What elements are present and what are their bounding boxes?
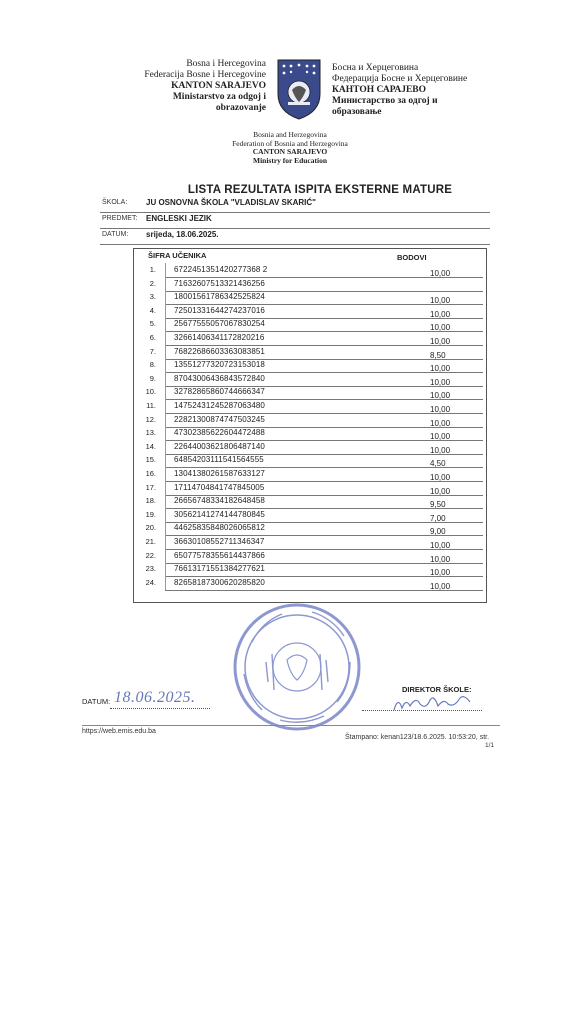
student-code: 76613171551384277621	[174, 564, 265, 574]
table-row	[134, 426, 486, 440]
student-code: 87043006436843572840	[174, 373, 265, 383]
header-english-line: Bosnia and Herzegovina	[253, 130, 327, 139]
student-points: 9,50	[430, 500, 446, 510]
official-stamp-icon	[232, 602, 362, 732]
row-number: 20.	[145, 523, 156, 533]
row-number: 8.	[149, 360, 156, 370]
row-separator	[165, 426, 166, 440]
footer-date-handwritten: 18.06.2025.	[114, 689, 196, 706]
student-code: 6722451351420277368 2	[174, 265, 268, 274]
footer-date-label: DATUM:	[82, 697, 111, 706]
row-number: 10.	[145, 387, 156, 397]
student-code: 17114704841747845005	[174, 482, 265, 492]
row-separator	[165, 521, 166, 535]
header-english-line: Federation of Bosnia and Herzegovina	[232, 138, 348, 148]
student-points: 10,00	[430, 337, 451, 346]
table-row	[134, 494, 486, 508]
row-number: 1.	[149, 265, 156, 274]
meta-subject-row	[100, 212, 490, 229]
student-points: 10,00	[430, 364, 451, 374]
points-divider	[421, 590, 483, 591]
row-number: 7.	[149, 346, 156, 356]
student-code: 82658187300620285820	[174, 577, 265, 587]
student-code: 22644003621806487140	[174, 441, 265, 451]
row-separator	[165, 345, 166, 359]
row-divider	[165, 590, 421, 591]
row-separator	[165, 535, 166, 549]
student-code: 32782865860744666347	[174, 387, 265, 397]
table-row	[134, 549, 486, 563]
row-separator	[165, 440, 166, 454]
row-separator	[165, 467, 166, 481]
header-english-line: CANTON SARAJEVO	[252, 147, 328, 156]
student-points: 10,00	[430, 405, 451, 414]
student-points: 7,00	[430, 513, 446, 523]
header-right-line: КАНТОН САРАЈЕВО	[332, 85, 427, 95]
student-code: 65077578355614437866	[174, 550, 265, 560]
row-separator	[165, 453, 166, 467]
table-row	[134, 481, 486, 495]
row-number: 19.	[145, 509, 156, 519]
page-label: str.	[479, 734, 490, 741]
row-number: 9.	[149, 373, 156, 383]
row-separator	[165, 290, 166, 304]
header-right-line: Федерација Босне и Херцеговине	[332, 74, 468, 84]
row-separator	[165, 358, 166, 372]
student-points: 10,00	[430, 541, 451, 550]
table-row	[134, 562, 486, 576]
row-number: 4.	[149, 305, 156, 315]
header-left-line: KANTON SARAJEVO	[171, 81, 266, 91]
header-right-line: Министарство за одгој и	[332, 96, 438, 106]
student-points: 10,00	[430, 568, 451, 578]
subject-value: ENGLESKI JEZIK	[146, 214, 212, 223]
header-english-line: Ministry for Education	[252, 155, 328, 165]
student-points: 10,00	[430, 391, 451, 401]
footer-url: https://web.emis.edu.ba	[82, 728, 156, 735]
table-row	[134, 535, 486, 549]
header-left-line: Federacija Bosne i Hercegovine	[144, 70, 266, 80]
student-code: 71632607513321436256	[174, 278, 265, 288]
row-separator	[165, 317, 166, 331]
row-number: 16.	[145, 469, 156, 478]
meta-school-row	[100, 196, 490, 213]
row-number: 5.	[149, 319, 156, 329]
row-separator	[165, 277, 166, 291]
row-separator	[165, 331, 166, 345]
row-separator	[165, 372, 166, 386]
student-code: 72501331644274237016	[174, 305, 265, 315]
student-points: 10,00	[430, 473, 451, 482]
row-separator	[165, 385, 166, 399]
school-label: ŠKOLA:	[102, 199, 128, 206]
student-points: 8,50	[430, 350, 446, 360]
table-row	[134, 508, 486, 522]
row-number: 13.	[145, 428, 156, 438]
table-row	[134, 290, 486, 304]
column-header-points: BODOVI	[397, 253, 427, 262]
header-left-line: Ministarstvo za odgoj i	[172, 92, 266, 102]
row-number: 22.	[145, 550, 156, 560]
table-row	[134, 263, 486, 277]
header-left-line: obrazovanje	[215, 103, 266, 113]
page-number: 1/1	[485, 742, 495, 749]
student-code: 32661406341172820216	[174, 333, 265, 342]
row-separator	[165, 399, 166, 413]
header-right	[332, 63, 492, 118]
printed-info	[345, 733, 498, 742]
canton-crest-icon	[276, 58, 322, 120]
row-number: 23.	[145, 564, 156, 574]
row-number: 15.	[145, 455, 156, 465]
row-separator	[165, 481, 166, 495]
student-code: 36630108552711346347	[174, 537, 265, 546]
student-code: 14752431245287063480	[174, 401, 265, 410]
header-left	[120, 59, 266, 114]
row-number: 24.	[145, 577, 156, 587]
student-code: 44625835848026065812	[174, 523, 265, 533]
table-row	[134, 453, 486, 467]
table-row	[134, 358, 486, 372]
student-points: 10,00	[430, 554, 451, 564]
table-row	[134, 372, 486, 386]
header-right-line: Босна и Херцеговина	[332, 63, 419, 73]
student-points: 10,00	[430, 445, 451, 455]
row-separator	[165, 549, 166, 563]
table-row	[134, 521, 486, 535]
student-points: 10,00	[430, 323, 451, 333]
school-value: JU OSNOVNA ŠKOLA "VLADISLAV SKARIĆ"	[146, 198, 316, 207]
row-number: 18.	[145, 496, 156, 506]
table-row	[134, 576, 486, 590]
row-separator	[165, 562, 166, 576]
student-code: 47302385622604472488	[174, 428, 265, 438]
meta-date-row	[100, 228, 490, 245]
subject-label: PREDMET:	[102, 215, 138, 222]
student-points: 10,00	[430, 309, 451, 319]
student-code: 30562141274144780845	[174, 509, 265, 519]
table-row	[134, 399, 486, 413]
row-number: 6.	[149, 333, 156, 342]
table-row	[134, 331, 486, 345]
row-separator	[165, 494, 166, 508]
student-points: 10,00	[430, 486, 451, 496]
row-separator	[165, 508, 166, 522]
student-points: 10,00	[430, 296, 451, 306]
student-code: 26656748334182648458	[174, 496, 265, 506]
row-separator	[165, 304, 166, 318]
student-code: 18001561786342525824	[174, 292, 265, 302]
results-table	[133, 248, 487, 603]
student-code: 76822686603363083851	[174, 346, 265, 356]
header-right-line: образовање	[332, 107, 382, 117]
header-english	[180, 131, 400, 165]
student-code: 25677555057067830254	[174, 319, 265, 329]
printed-text: Štampano: kenan123/18.6.2025. 10:53:20,	[345, 734, 478, 741]
date-value: srijeda, 18.06.2025.	[146, 230, 219, 239]
student-code: 13551277320723153018	[174, 360, 265, 370]
row-number: 17.	[145, 482, 156, 492]
row-number: 14.	[145, 441, 156, 451]
student-code: 22821300874747503245	[174, 414, 265, 424]
student-points: 10,00	[430, 432, 451, 442]
student-points: 10,00	[430, 581, 451, 591]
table-row	[134, 413, 486, 427]
row-number: 2.	[149, 278, 156, 288]
row-separator	[165, 576, 166, 590]
row-number: 3.	[149, 292, 156, 302]
student-points: 10,00	[430, 269, 451, 278]
table-row	[134, 304, 486, 318]
row-number: 21.	[145, 537, 156, 546]
row-separator	[165, 413, 166, 427]
director-label: DIREKTOR ŠKOLE:	[402, 685, 472, 694]
table-header	[134, 249, 486, 262]
document-title: LISTA REZULTATA ISPITA EKSTERNE MATURE	[187, 184, 453, 196]
table-row	[134, 277, 486, 291]
footer-date-line	[110, 708, 210, 709]
student-code: 13041380261587633127	[174, 469, 265, 478]
table-row	[134, 385, 486, 399]
row-number: 12.	[145, 414, 156, 424]
column-header-code: ŠIFRA UČENIKA	[148, 251, 207, 260]
student-points: 10,00	[430, 377, 451, 387]
student-code: 64854203111541564555	[174, 455, 264, 465]
table-row	[134, 317, 486, 331]
table-row	[134, 440, 486, 454]
header-left-line: Bosna i Hercegovina	[186, 59, 266, 69]
table-row	[134, 345, 486, 359]
date-label: DATUM:	[102, 231, 129, 238]
student-points: 4,50	[430, 459, 446, 469]
signature-line	[362, 710, 482, 711]
row-separator	[165, 263, 166, 277]
student-points: 10,00	[430, 418, 451, 428]
student-points: 9,00	[430, 527, 446, 537]
row-number: 11.	[146, 401, 156, 410]
table-row	[134, 467, 486, 481]
footer-divider	[82, 725, 500, 726]
